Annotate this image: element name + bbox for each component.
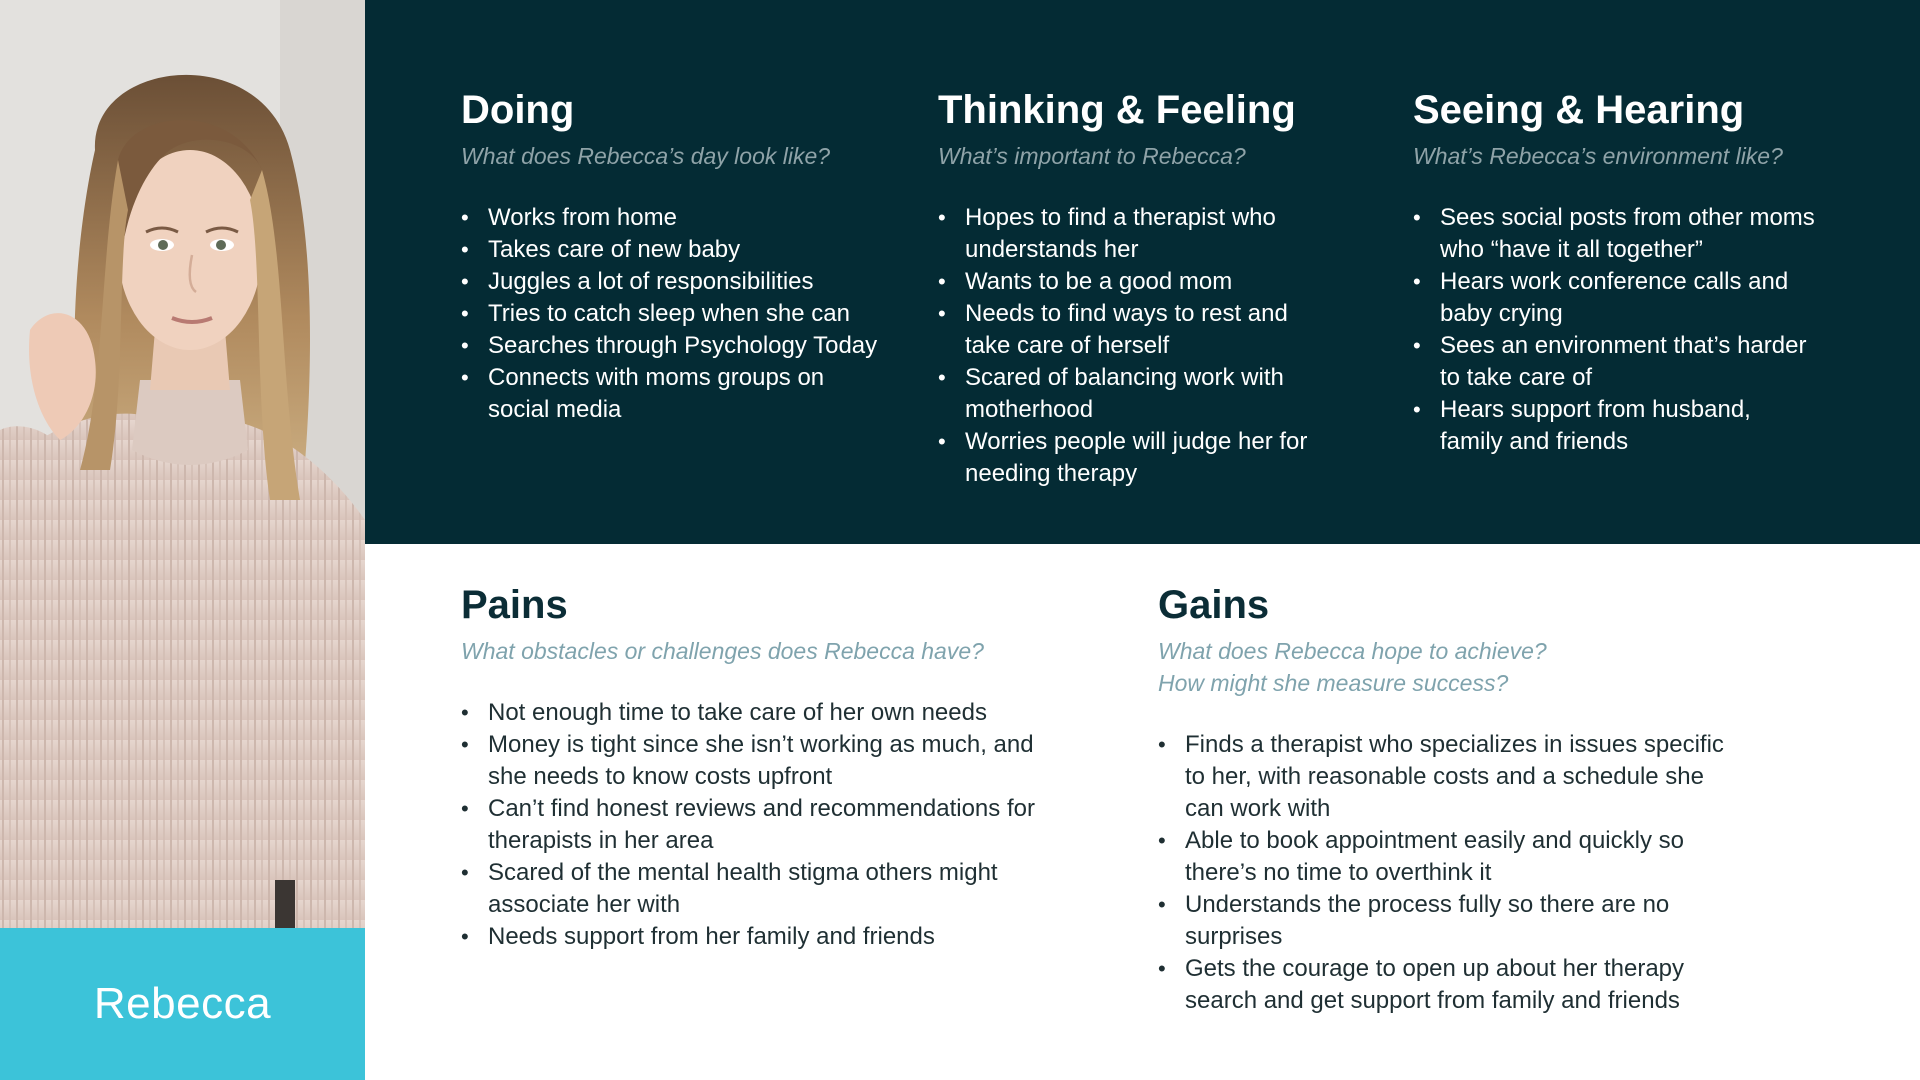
seeing-title: Seeing & Hearing	[1413, 88, 1745, 132]
list-item: • Worries people will judge her for needing therapy	[938, 426, 1348, 490]
list-item: • Needs support from her family and friends	[461, 921, 1061, 953]
top-panel	[365, 0, 1920, 544]
list-item: • Takes care of new baby	[461, 234, 901, 266]
doing-section	[461, 88, 901, 426]
list-item: • Juggles a lot of responsibilities	[461, 266, 901, 298]
persona-portrait-illustration	[0, 0, 365, 928]
gains-section	[1158, 583, 1758, 1017]
list-item: • Sees an environment that’s harder to take care of	[1413, 330, 1823, 394]
gains-title: Gains	[1158, 583, 1270, 627]
seeing-section	[1413, 88, 1853, 458]
list-item: • Gets the courage to open up about her therapy search and get support from family and friends	[1158, 953, 1718, 1017]
gains-subtitle-2: How might she measure success?	[1158, 670, 1509, 696]
list-item: • Hears support from husband, family and friends	[1413, 394, 1793, 458]
list-item: • Understands the process fully so there are no surprises	[1158, 889, 1698, 953]
thinking-section	[938, 88, 1358, 490]
list-item: • Wants to be a good mom	[938, 266, 1358, 298]
gains-subtitle-1: What does Rebecca hope to achieve?	[1158, 638, 1547, 664]
list-item: • Hopes to find a therapist who understands her	[938, 202, 1308, 266]
persona-name-block	[0, 928, 365, 1080]
seeing-list	[1413, 202, 1853, 458]
pains-list	[461, 697, 1061, 953]
doing-subtitle: What does Rebecca’s day look like?	[461, 143, 831, 169]
persona-photo	[0, 0, 365, 928]
list-item: • Works from home	[461, 202, 901, 234]
list-item: • Sees social posts from other moms who “have it all together”	[1413, 202, 1833, 266]
list-item: • Searches through Psychology Today	[461, 330, 901, 362]
persona-column	[0, 0, 365, 1080]
list-item: • Can’t find honest reviews and recommendations for therapists in her area	[461, 793, 1061, 857]
list-item: • Not enough time to take care of her own needs	[461, 697, 1061, 729]
list-item: • Money is tight since she isn’t working as much, and she needs to know costs upfront	[461, 729, 1041, 793]
pains-title: Pains	[461, 583, 568, 627]
seeing-subtitle: What’s Rebecca’s environment like?	[1413, 143, 1783, 169]
pains-section	[461, 583, 1061, 953]
doing-title: Doing	[461, 88, 575, 132]
gains-list	[1158, 729, 1758, 1017]
list-item: • Scared of balancing work with motherhood	[938, 362, 1318, 426]
pains-subtitle: What obstacles or challenges does Rebecca have?	[461, 638, 984, 664]
list-item: • Hears work conference calls and baby crying	[1413, 266, 1813, 330]
list-item: • Scared of the mental health stigma others might associate her with	[461, 857, 1021, 921]
list-item: • Able to book appointment easily and quickly so there’s no time to overthink it	[1158, 825, 1718, 889]
thinking-subtitle: What’s important to Rebecca?	[938, 143, 1246, 169]
list-item: • Connects with moms groups on social media	[461, 362, 841, 426]
list-item: • Needs to find ways to rest and take care of herself	[938, 298, 1318, 362]
list-item: • Tries to catch sleep when she can	[461, 298, 901, 330]
persona-name: Rebecca	[93, 979, 272, 1028]
doing-list	[461, 202, 901, 426]
thinking-title: Thinking & Feeling	[938, 88, 1296, 132]
thinking-list	[938, 202, 1358, 490]
list-item: • Finds a therapist who specializes in issues specific to her, with reasonable costs and a schedule she can work with	[1158, 729, 1748, 825]
